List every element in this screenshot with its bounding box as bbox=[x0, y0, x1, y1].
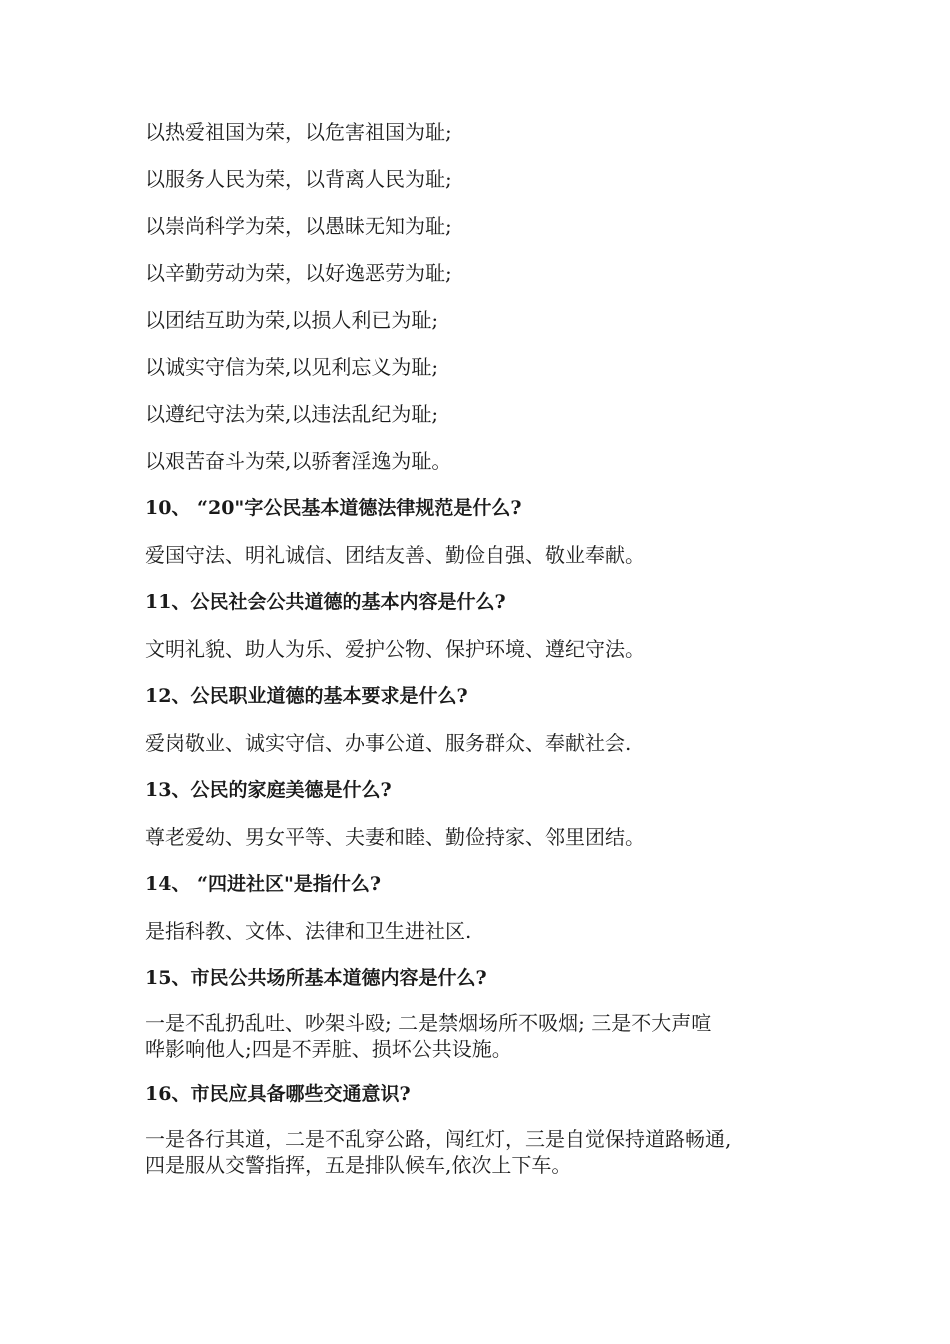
qa-item-16 bbox=[145, 1079, 825, 1178]
answer-paragraph bbox=[145, 1126, 825, 1178]
answer-text: 是指科教、文体、法律和卫生进社区. bbox=[145, 919, 472, 943]
qa-item-11 bbox=[145, 587, 825, 664]
principle-line: 以热爱祖国为荣，以危害祖国为耻; bbox=[145, 120, 452, 144]
qa-item-15 bbox=[145, 963, 825, 1062]
principle-line: 以艰苦奋斗为荣,以骄奢淫逸为耻。 bbox=[145, 449, 452, 473]
principle-line: 以诚实守信为荣,以见利忘义为耻; bbox=[145, 355, 439, 379]
question-heading: 16、市民应具备哪些交通意识? bbox=[145, 1083, 411, 1105]
question-heading: 12、公民职业道德的基本要求是什么? bbox=[145, 685, 468, 707]
question-heading: 15、市民公共场所基本道德内容是什么? bbox=[145, 967, 487, 989]
question-heading: 13、公民的家庭美德是什么? bbox=[145, 779, 392, 801]
principle-line: 以辛勤劳动为荣，以好逸恶劳为耻; bbox=[145, 261, 452, 285]
answer-text: 爱国守法、明礼诚信、团结友善、勤俭自强、敬业奉献。 bbox=[145, 543, 645, 567]
qa-item-12 bbox=[145, 681, 825, 758]
qa-item-10 bbox=[145, 493, 825, 570]
answer-text: 爱岗敬业、诚实守信、办事公道、服务群众、奉献社会. bbox=[145, 731, 632, 755]
principle-line: 以团结互助为荣,以损人利已为耻; bbox=[145, 308, 439, 332]
qa-item-14 bbox=[145, 869, 825, 946]
answer-paragraph bbox=[145, 1010, 825, 1062]
answer-text: 尊老爱幼、男女平等、夫妻和睦、勤俭持家、邻里团结。 bbox=[145, 825, 645, 849]
answer-line: 一是不乱扔乱吐、吵架斗殴; 二是禁烟场所不吸烟; 三是不大声喧 bbox=[145, 1011, 712, 1035]
answer-line: 一是各行其道，二是不乱穿公路，闯红灯，三是自觉保持道路畅通, bbox=[145, 1127, 732, 1151]
principles-list bbox=[145, 117, 825, 476]
question-heading: 14、 “四进社区"是指什么? bbox=[145, 873, 382, 895]
document-body bbox=[145, 117, 825, 1195]
answer-text: 文明礼貌、助人为乐、爱护公物、保护环境、遵纪守法。 bbox=[145, 637, 645, 661]
question-heading: 10、 “20"字公民基本道德法律规范是什么? bbox=[145, 497, 522, 519]
answer-line: 哗影响他人;四是不弄脏、损坏公共设施。 bbox=[145, 1037, 512, 1061]
principle-line: 以遵纪守法为荣,以违法乱纪为耻; bbox=[145, 402, 439, 426]
qa-item-13 bbox=[145, 775, 825, 852]
principle-line: 以服务人民为荣，以背离人民为耻; bbox=[145, 167, 452, 191]
principle-line: 以崇尚科学为荣，以愚昧无知为耻; bbox=[145, 214, 452, 238]
answer-line: 四是服从交警指挥，五是排队候车,依次上下车。 bbox=[145, 1153, 572, 1177]
question-heading: 11、公民社会公共道德的基本内容是什么? bbox=[145, 591, 506, 613]
